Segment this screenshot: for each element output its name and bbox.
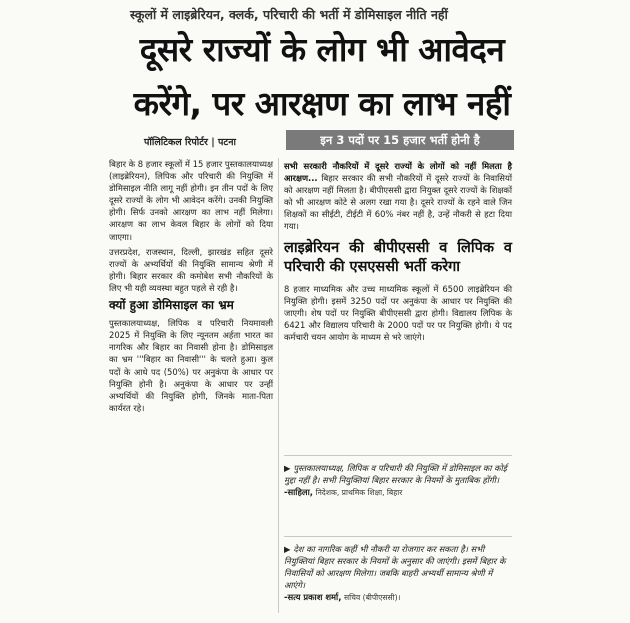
quote-1-role: निदेशक, प्राथमिक शिक्षा, बिहार: [315, 488, 403, 497]
quote-1-text: पुस्तकालयाध्यक्ष, लिपिक व परिचारी की नियुक्ति में डोमिसाइल का कोई मुद्दा नहीं है। सभी नियुक्तियां बिहार सरकार के नियमों के मुताबिक होंगी।: [284, 463, 507, 485]
quote-divider-2: [284, 536, 512, 537]
left-subhead: क्यों हुआ डोमिसाइल का भ्रम: [109, 298, 234, 313]
subhead-box: इन 3 पदों पर 15 हजार भर्ती होनी है: [286, 130, 514, 150]
quote-marker-icon: ▶: [284, 463, 294, 473]
kicker: स्कूलों में लाइब्रेरियन, क्लर्क, परिचारी की भर्ती में डोमिसाइल नीति नहीं: [130, 7, 448, 22]
headline-line-2: करेंगे, पर आरक्षण का लाभ नहीं: [133, 84, 511, 123]
quote-2-text: देश का नागरिक कहीं भी नौकरी या रोजगार कर सकता है। सभी नियुक्तियां बिहार सरकार के नियमों के अनुसार की जाएंगी। इसमें बिहार के निवासियों को आरक्षण मिलेगा। जबकि बाहरी अभ्यर्थी सामान्य श्रेणी में आएंगे।: [284, 544, 506, 590]
quote-2: [284, 543, 512, 604]
left-para-2: उत्तरप्रदेश, राजस्थान, दिल्ली, झारखंड सहित दूसरे राज्यों के अभ्यर्थियों की नियुक्ति सामान्य श्रेणी में होगी। बिहार सरकार की कमोबेश सभी नौकरियों के लिए भी यही व्यवस्था बहुत पहले से रही है।: [109, 246, 273, 293]
left-column: [109, 158, 273, 417]
quote-marker-icon: ▶: [284, 544, 294, 554]
right-para-1: [284, 160, 512, 233]
right-para-2: 8 हजार माध्यमिक और उच्च माध्यमिक स्कूलों में 6500 लाइब्रेरियन की नियुक्ति होगी। इसमें 3250 पदों पर अनुकंपा के आधार पर नियुक्ति की जाएगी। शेष पदों पर नियुक्ति बीपीएससी द्वारा होगी। विद्यालय लिपिक के 6421 और विद्यालय परिचारी के 2000 पदों पर पर नियुक्ति होगी। ये पद कर्मचारी चयन आयोग के माध्यम से भरे जाएंगे।: [284, 283, 512, 342]
left-para-1: बिहार के 8 हजार स्कूलों में 15 हजार पुस्तकालयाध्यक्ष (लाइब्रेरियन), लिपिक और परिचारी की नियुक्ति में डोमिसाइल नीति लागू नहीं होगी। इन तीन पदों के लिए दूसरे राज्यों के लोग भी आवेदन करेंगे। उनकी नियुक्ति होगी। सिर्फ उनको आरक्षण का लाभ नहीं मिलेगा। आरक्षण का लाभ केवल बिहार के लोगों को दिया जाएगा।: [109, 159, 273, 242]
left-para-3: पुस्तकालयाध्यक्ष, लिपिक व परिचारी नियमावली 2025 में नियुक्ति के लिए न्यूनतम अर्हता भारत का नागरिक और बिहार का निवासी होना है। डोमिसाइल का भ्रम '''बिहार का निवासी''' के चलते हुआ। कुल पदों के आधे पद (50%) पर अनुकंपा के आधार पर नियुक्ति होनी है। अनुकंपा के आधार पर उन्हीं अभ्यर्थियों की नियुक्ति होगी, जिनके माता-पिता कार्यरत रहे।: [109, 318, 273, 413]
quote-1: [284, 462, 512, 499]
right-para-1-text: बिहार सरकार की सभी नौकरियों में दूसरे राज्यों के निवासियों को आरक्षण नहीं मिलता है। बीपीएससी द्वारा नियुक्त दूसरे राज्यों के शिक्षकों को भी आरक्षण कोटे से अलग रखा गया है। दूसरे राज्यों के रहने वाले जिन शिक्षकों का सीईटी, टीईटी में 60% नंबर नहीं है, उन्हें नौकरी से हटा दिया गया।: [284, 173, 512, 232]
quote-divider-1: [284, 455, 512, 456]
byline: पॉलिटिकल रिपोर्टर | पटना: [144, 137, 236, 148]
quote-2-role: सचिव (बीपीएससी)।: [344, 593, 401, 602]
column-divider: [278, 158, 279, 613]
right-lead: सभी सरकारी नौकरियों में दूसरे राज्यों के लोगों को नहीं मिलता है आरक्षण...: [284, 161, 512, 184]
right-subhead: लाइब्रेरियन की बीपीएससी व लिपिक व परिचारी की एसएससी भर्ती करेगा: [284, 239, 512, 275]
right-column: [284, 160, 512, 346]
quote-2-name: -सत्य प्रकाश शर्मा,: [284, 592, 342, 602]
headline-line-1: दूसरे राज्यों के लोग भी आवेदन: [139, 30, 505, 69]
quote-1-name: -साहिला,: [284, 487, 313, 497]
